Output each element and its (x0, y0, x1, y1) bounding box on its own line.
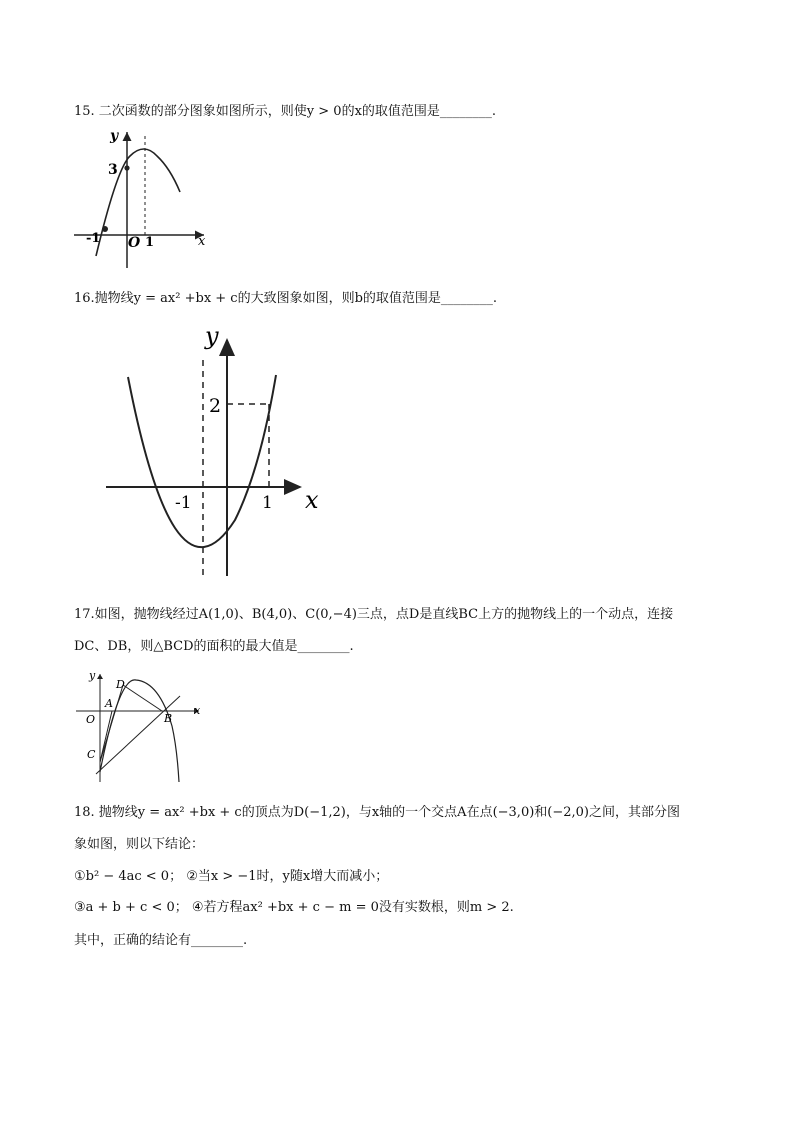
q16-parabola (128, 375, 276, 547)
q17-segment-db (123, 685, 162, 711)
q17-label-c: C (87, 748, 96, 761)
q17-label-d: D (116, 678, 125, 691)
q17-label-b: B (164, 712, 173, 725)
q15-point-neg1 (102, 226, 108, 232)
q16-label-y: y (205, 322, 219, 350)
q18-line4: ③a + b + c < 0； ④若方程ax² +bx + c − m = 0没有实数根，则m > 2. (74, 900, 514, 915)
q16-label-1: 1 (262, 493, 273, 513)
q17-line2: DC、DB，则△BCD的面积的最大值是________. (74, 639, 354, 654)
q15-label-x: x (198, 234, 206, 249)
q17-label-a: A (105, 697, 113, 710)
q17-segment-ac (100, 711, 112, 762)
q17-label-x: x (194, 704, 201, 717)
q15-label-1: 1 (145, 235, 155, 250)
q17-line1: 17.如图，抛物线经过A(1,0)、B(4,0)、C(0,−4)三点，点D是直线BC上方的抛物线上的一个动点，连接 (74, 607, 674, 622)
q15-figure (72, 126, 222, 272)
q16-figure (100, 320, 330, 580)
q18-line5: 其中，正确的结论有________. (74, 933, 248, 948)
q17-figure (74, 668, 214, 784)
q15-point-3 (124, 165, 129, 170)
q17-label-y: y (89, 669, 96, 682)
q16-label-x: x (305, 486, 319, 514)
q15-label-o: O (128, 235, 141, 251)
q18-line2: 象如图，则以下结论： (74, 837, 205, 852)
q15-label-neg1: -1 (86, 231, 101, 246)
q15-text: 15. 二次函数的部分图象如图所示，则使y > 0的x的取值范围是________. (74, 104, 497, 119)
q16-text: 16.抛物线y = ax² +bx + c的大致图象如图，则b的取值范围是________. (74, 291, 498, 306)
q15-label-3: 3 (108, 162, 118, 178)
q17-parabola (100, 680, 179, 782)
q18-line1: 18. 抛物线y = ax² +bx + c的顶点为D(−1,2)，与x轴的一个交点A在点(−3,0)和(−2,0)之间，其部分图 (74, 805, 680, 820)
q16-label-2: 2 (209, 395, 222, 417)
q17-label-o: O (86, 713, 96, 726)
q16-label-neg1: -1 (175, 493, 192, 513)
q18-line3: ①b² − 4ac < 0； ②当x > −1时，y随x增大而减小； (74, 869, 389, 884)
q15-label-y: y (110, 128, 119, 144)
